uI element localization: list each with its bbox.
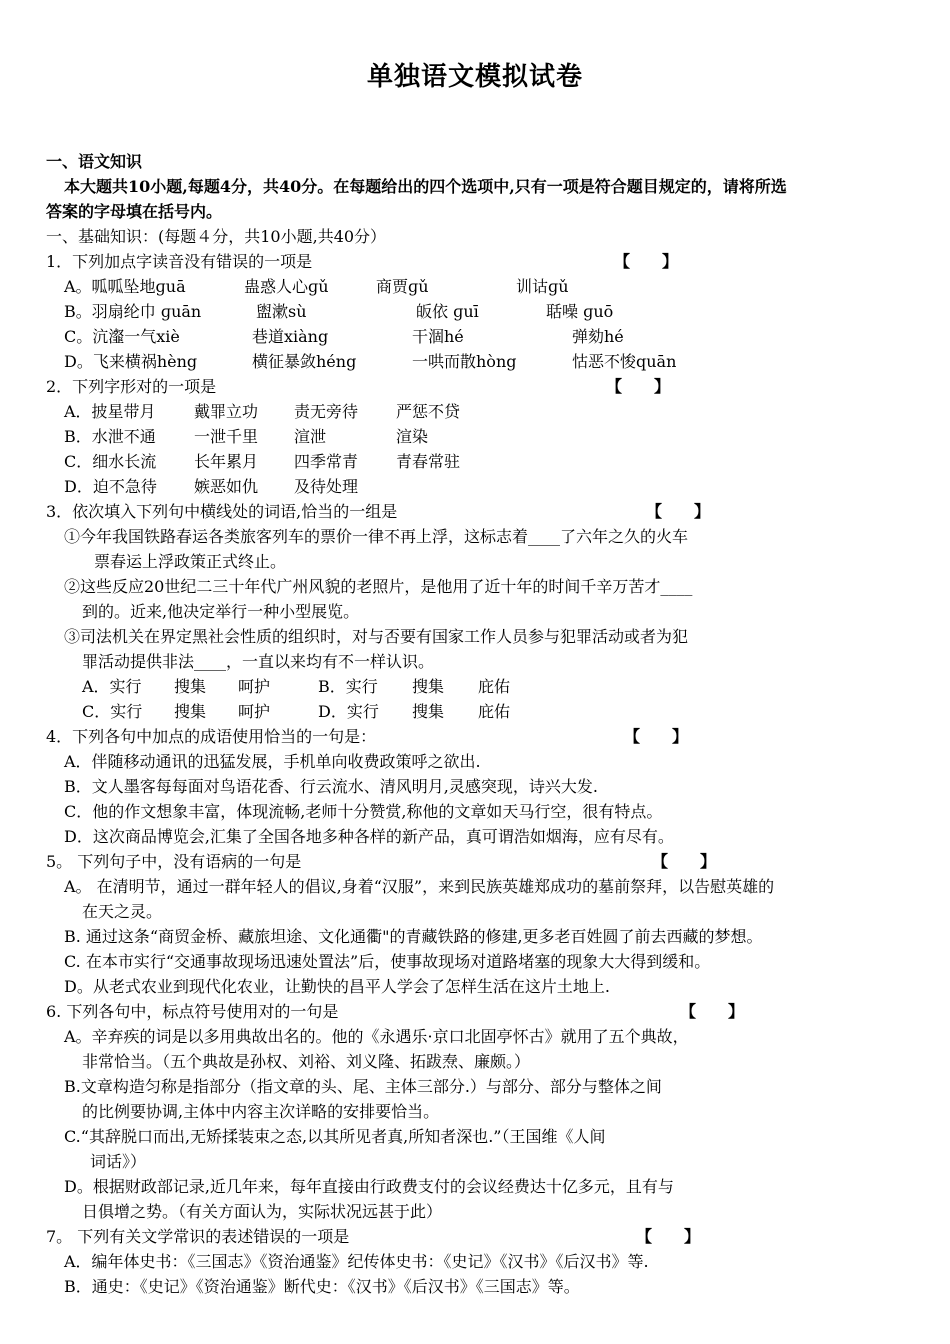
- q3-option-a-3: 呵护: [238, 677, 271, 696]
- q1-option-b-1: B。羽扇纶巾 ɡuān: [64, 302, 202, 321]
- q6-option-c-line2: 词话》）: [90, 1152, 147, 1171]
- page-title: 单独语文模拟试卷: [366, 62, 583, 92]
- q1-option-a-3: 商贾ɡǔ: [376, 277, 429, 296]
- q2-answer-bracket[interactable]: 【 】: [606, 377, 671, 396]
- q3-option-b-3: 庇佑: [478, 677, 511, 696]
- q1-option-b-2: 盥漱sù: [256, 302, 307, 321]
- q2-option-a-4: 严惩不贷: [396, 402, 461, 421]
- q1-option-b-4: 聒噪 ɡuō: [546, 302, 614, 321]
- q3-option-a-2: 搜集: [174, 677, 207, 696]
- q6-option-a-line2: 非常恰当。（五个典故是孙权、刘裕、刘义隆、拓跋焘、廉颇。）: [82, 1052, 531, 1071]
- q5-option-d: D。从老式农业到现代化农业，让勤快的昌平人学会了怎样生活在这片土地上.: [64, 977, 610, 996]
- q5-option-c: C. 在本市实行“交通事故现场迅速处置法”后，使事故现场对道路堵塞的现象大大得到缓和。: [64, 952, 711, 971]
- q7-answer-bracket[interactable]: 【 】: [636, 1227, 701, 1246]
- q6-option-a-line1: A。辛弃疾的词是以多用典故出名的。他的《永遇乐·京口北固亭怀古》就用了五个典故，: [64, 1027, 689, 1046]
- q5-option-b: B. 通过这条“商贸金桥、藏旅坦途、文化通衢"的青藏铁路的修建,更多老百姓圆了前去西藏的梦想。: [64, 927, 763, 946]
- q1-answer-bracket[interactable]: 【 】: [614, 252, 679, 271]
- q7-stem: 7。 下列有关文学常识的表述错误的一项是: [46, 1227, 350, 1246]
- q3-option-c-3: 呵护: [238, 702, 271, 721]
- section-intro-line1: 本大题共10小题,每题4分，共40分。在每题给出的四个选项中,只有一项是符合题目规定的，请将所选: [64, 177, 787, 196]
- q1-option-c-2: 巷道xiàng: [252, 327, 329, 346]
- q3-option-d-2: 搜集: [412, 702, 445, 721]
- q1-stem: 1．下列加点字读音没有错误的一项是: [46, 252, 313, 271]
- q2-option-c-1: C．细水长流: [64, 452, 157, 471]
- q3-answer-bracket[interactable]: 【 】: [646, 502, 711, 521]
- q2-option-c-2: 长年累月: [194, 452, 259, 471]
- q3-sentence3-line2: 罪活动提供非法____，一直以来均有不一样认识。: [82, 652, 435, 671]
- q1-option-a-4: 训诂ɡǔ: [516, 277, 569, 296]
- q1-option-c-3: 干涸hé: [412, 327, 464, 346]
- q3-option-b-1: B．实行: [318, 677, 378, 696]
- q2-option-a-3: 责无旁待: [294, 402, 359, 421]
- q4-option-c: C．他的作文想象丰富，体现流畅,老师十分赞赏,称他的文章如天马行空，很有特点。: [64, 802, 663, 821]
- q3-option-d-1: D．实行: [318, 702, 379, 721]
- q3-option-c-1: C．实行: [82, 702, 143, 721]
- q2-option-c-3: 四季常青: [294, 452, 359, 471]
- q3-option-b-2: 搜集: [412, 677, 445, 696]
- q1-option-b-3: 皈依 ɡuī: [416, 302, 479, 321]
- q6-option-b-line1: B.文章构造匀称是指部分（指文章的头、尾、主体三部分.）与部分、部分与整体之间: [64, 1077, 662, 1096]
- q7-option-b: B．通史：《史记》《资治通鉴》断代史：《汉书》《后汉书》《三国志》等。: [64, 1277, 580, 1296]
- q3-sentence3-line1: ③司法机关在界定黑社会性质的组织时，对与否要有国家工作人员参与犯罪活动或者为犯: [64, 627, 689, 646]
- section-heading: 一、语文知识: [46, 152, 143, 171]
- q5-option-a-line2: 在天之灵。: [82, 902, 163, 921]
- q3-option-d-3: 庇佑: [478, 702, 511, 721]
- q3-sentence1-line2: 票春运上浮政策正式终止。: [94, 552, 287, 571]
- q3-sentence2-line2: 到的。近来,他决定举行一种小型展览。: [82, 602, 360, 621]
- q4-option-b: B．文人墨客每每面对鸟语花香、行云流水、清风明月,灵感突现，诗兴大发.: [64, 777, 598, 796]
- q6-answer-bracket[interactable]: 【 】: [680, 1002, 745, 1021]
- q3-sentence2-line1: ②这些反应20世纪二三十年代广州风貌的老照片，是他用了近十年的时间千辛万苦才____: [64, 577, 693, 596]
- q1-option-c-4: 弹劾hé: [572, 327, 624, 346]
- q1-option-d-1: D。飞来横祸hèng: [64, 352, 198, 371]
- q2-option-a-2: 戴罪立功: [194, 402, 259, 421]
- q3-option-c-2: 搜集: [174, 702, 207, 721]
- q7-option-a: A．编年体史书：《三国志》《资治通鉴》纪传体史书：《史记》《汉书》《后汉书》等.: [64, 1252, 649, 1271]
- subsection-heading: 一、基础知识：(每题４分，共10小题,共40分）: [46, 227, 387, 246]
- q2-option-b-1: B．水泄不通: [64, 427, 156, 446]
- q1-option-d-4: 怙恶不悛quān: [572, 352, 677, 371]
- q2-option-b-3: 渲泄: [294, 427, 327, 446]
- q4-option-d: D．这次商品博览会,汇集了全国各地多种各样的新产品，真可谓浩如烟海，应有尽有。: [64, 827, 674, 846]
- q5-option-a-line1: A。 在清明节，通过一群年轻人的倡议,身着“汉服”，来到民族英雄郑成功的墓前祭拜，以告慰英雄的: [64, 877, 775, 896]
- q2-option-b-2: 一泄千里: [194, 427, 259, 446]
- q4-option-a: A．伴随移动通讯的迅猛发展，手机单向收费政策呼之欲出.: [64, 752, 481, 771]
- q2-option-c-4: 青春常驻: [396, 452, 461, 471]
- q2-option-a-1: A．披星带月: [64, 402, 156, 421]
- q1-option-a-2: 蛊惑人心ɡǔ: [244, 277, 329, 296]
- q2-option-d-3: 及待处理: [294, 477, 359, 496]
- q5-stem: 5。 下列句子中，没有语病的一句是: [46, 852, 302, 871]
- q6-option-c-line1: C.“其辞脱口而出,无矫揉装束之态,以其所见者真,所知者深也.”（王国维《人间: [64, 1127, 606, 1146]
- q6-option-b-line2: 的比例要协调,主体中内容主次详略的安排要恰当。: [82, 1102, 440, 1121]
- q2-option-d-2: 嫉恶如仇: [194, 477, 259, 496]
- q2-option-d-1: D．迫不急待: [64, 477, 157, 496]
- q6-option-d-line2: 日俱增之势。（有关方面认为，实际状况远甚于此）: [82, 1202, 443, 1221]
- q4-answer-bracket[interactable]: 【 】: [624, 727, 689, 746]
- q4-stem: 4．下列各句中加点的成语使用恰当的一句是：: [46, 727, 377, 746]
- section-intro-line2: 答案的字母填在括号内。: [46, 202, 223, 221]
- q1-option-d-2: 横征暴敛héng: [252, 352, 357, 371]
- q6-option-d-line1: D。根据财政部记录,近几年来，每年直接由行政费支付的会议经费达十亿多元，且有与: [64, 1177, 674, 1196]
- q3-option-a-1: A．实行: [82, 677, 142, 696]
- q1-option-d-3: 一哄而散hòng: [412, 352, 517, 371]
- q6-stem: 6. 下列各句中，标点符号使用对的一句是: [46, 1002, 339, 1021]
- q2-stem: 2．下列字形对的一项是: [46, 377, 217, 396]
- q3-stem: 3．依次填入下列句中横线处的词语,恰当的一组是: [46, 502, 398, 521]
- q5-answer-bracket[interactable]: 【 】: [652, 852, 717, 871]
- q1-option-a-1: A。呱呱坠地ɡuā: [64, 277, 186, 296]
- q2-option-b-4: 渲染: [396, 427, 429, 446]
- q3-sentence1-line1: ①今年我国铁路春运各类旅客列车的票价一律不再上浮，这标志着____了六年之久的火车: [64, 527, 689, 546]
- q1-option-c-1: C。沆瀣一气xiè: [64, 327, 180, 346]
